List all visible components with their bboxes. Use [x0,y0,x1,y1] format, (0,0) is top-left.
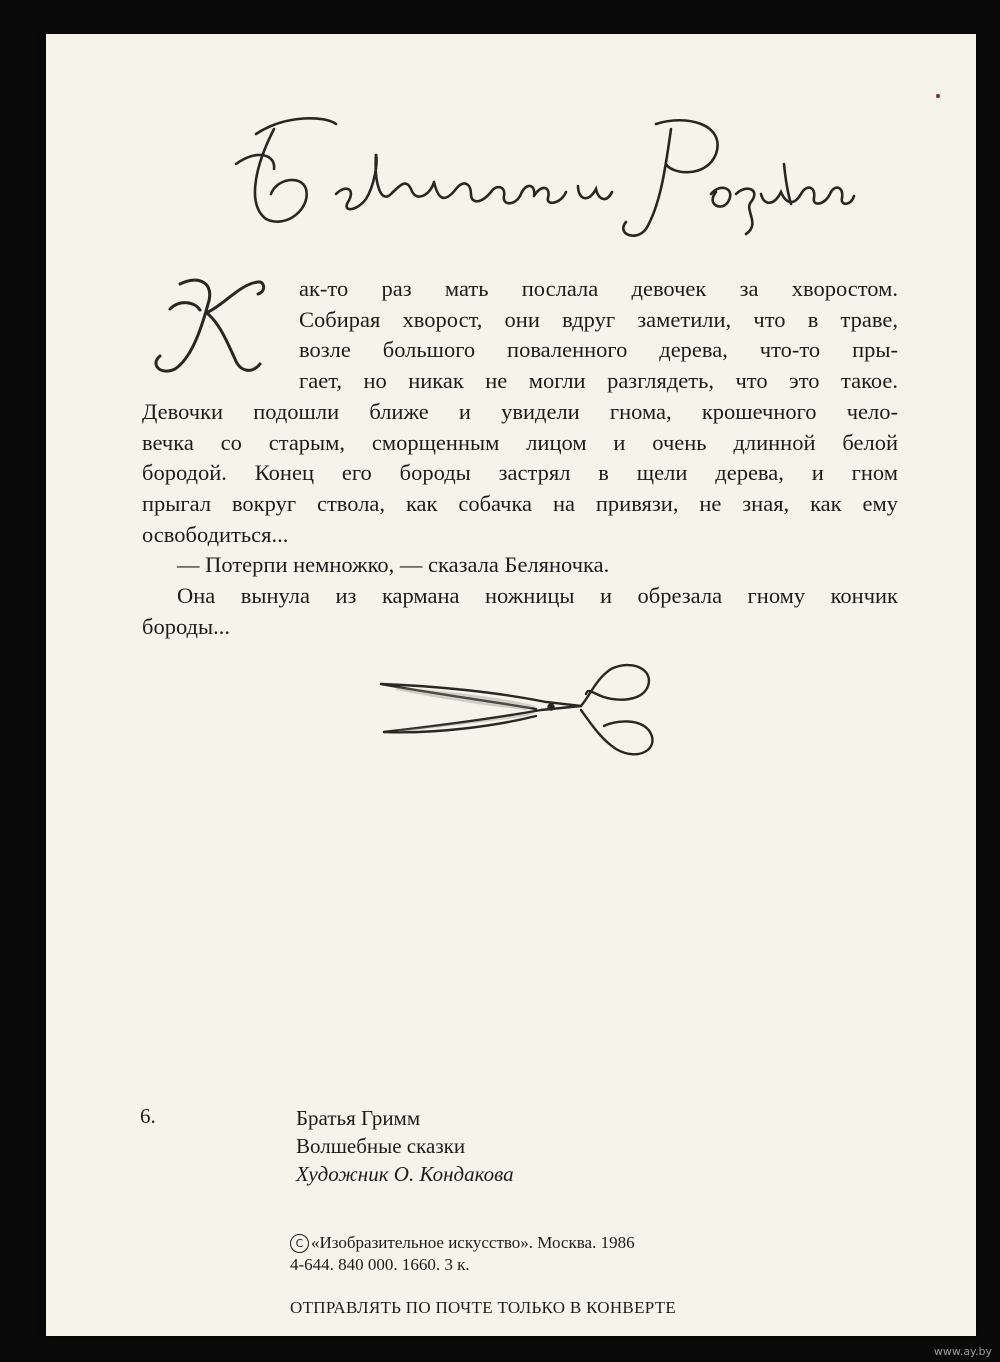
postcard [46,34,976,1336]
book-info [296,1104,514,1188]
calligraphic-title-drawing [216,94,856,244]
author: Братья Гримм [296,1106,421,1130]
calligraphic-title [216,94,856,244]
text-line: Девочки подошли ближе и увидели гнома, крошечного чело- [142,398,898,424]
watermark: www.ay.by [933,1345,992,1358]
catalog-number: 4-644. 840 000. 1660. 3 к. [290,1255,470,1274]
text-line: Она вынула из кармана ножницы и обрезала гному кончик [177,583,898,609]
story-text [142,274,898,642]
text-line: прыгал вокруг ствола, как собачка на привязи, не зная, как ему [142,490,898,516]
paragraph-1 [142,274,898,550]
scissors-illustration [376,654,656,774]
book-title: Волшебные сказки [296,1134,466,1158]
card-number: 6. [140,1104,156,1128]
paper-speck [936,94,940,98]
artist: Художник О. Кондакова [296,1162,514,1186]
text-line: освободиться... [142,521,289,547]
paragraph-2: — Потерпи немножко, — сказала Беляночка. [177,552,610,578]
publisher-line [290,1232,635,1254]
text-line: Собирая хворост, они вдруг заметили, что в траве, [299,306,898,332]
scissors-icon [376,654,656,774]
text-line: ак-то раз мать послала девочек за хворостом. [299,276,898,301]
text-line: вечка со старым, сморщенным лицом и очень длинной белой [142,429,898,455]
text-line: бороды... [142,613,230,639]
text-line: бородой. Конец его бороды застрял в щели дерева, и гном [142,460,898,486]
text-line: гает, но никак не могли разглядеть, что это такое. [299,368,898,394]
publisher-info [290,1232,635,1276]
copyright-icon: C [290,1234,309,1253]
publisher-text: «Изобразительное искусство». Москва. 1986 [311,1233,635,1252]
mail-note: ОТПРАВЛЯТЬ ПО ПОЧТЕ ТОЛЬКО В КОНВЕРТЕ [290,1298,677,1317]
text-line: возле большого поваленного дерева, что-то пры- [299,337,898,363]
paragraph-3 [142,581,898,642]
